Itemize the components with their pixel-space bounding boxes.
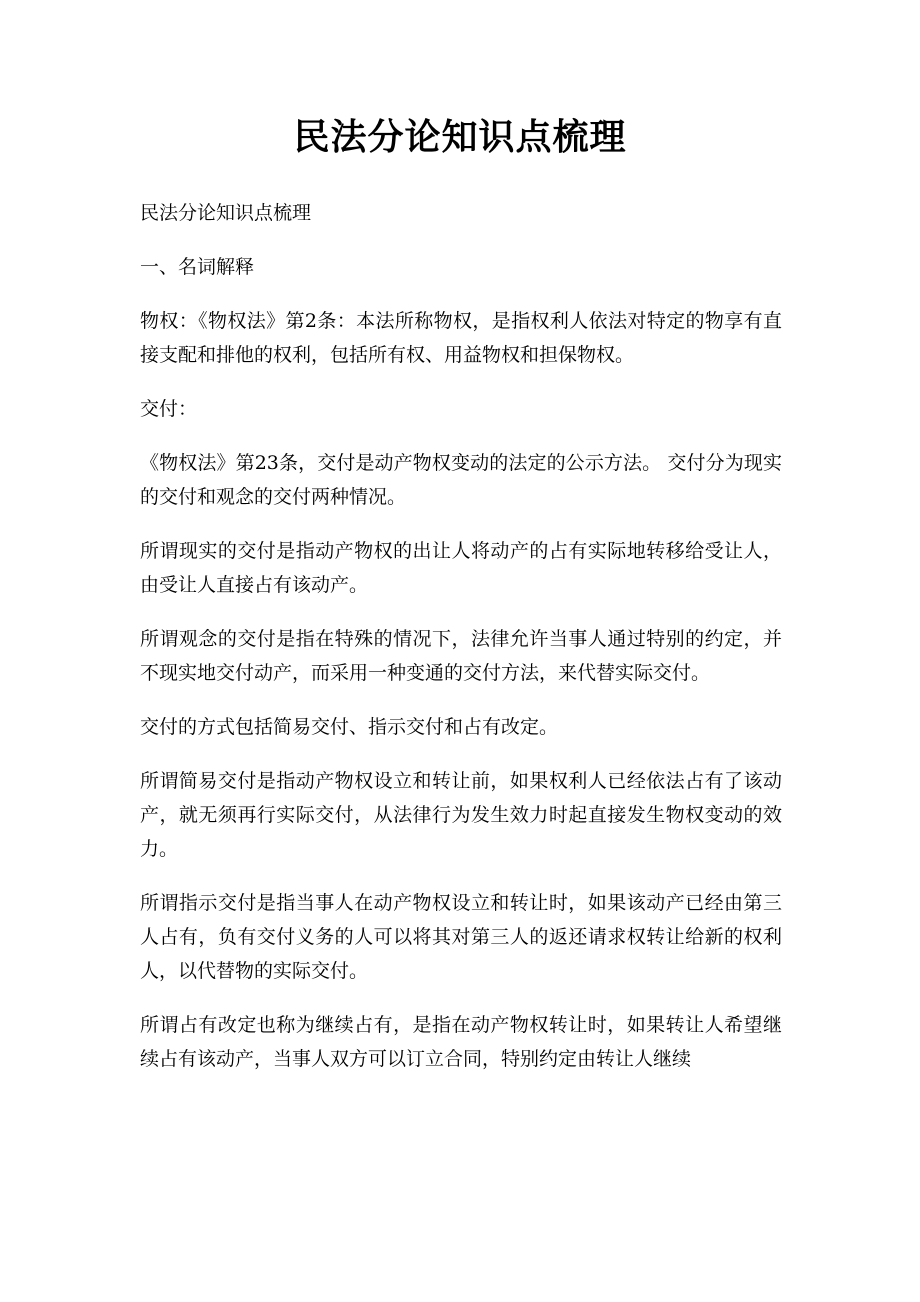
paragraph-constructive-delivery: 所谓观念的交付是指在特殊的情况下，法律允许当事人通过特别的约定，并不现实地交付动产，而采用一种变通的交付方法，来代替实际交付。 [140,628,782,684]
paragraph-delivery-methods: 交付的方式包括简易交付、指示交付和占有改定。 [140,716,559,738]
paragraph-subtitle: 民法分论知识点梳理 [140,202,312,224]
paragraph-property-right-definition: 物权：《物权法》第2条：本法所称物权，是指权利人依法对特定的物享有直接支配和排他的权利，包括所有权、用益物权和担保物权。 [140,310,782,366]
document-body [140,196,782,1096]
paragraph-delivery-heading: 交付： [140,398,198,420]
document-title: 民法分论知识点梳理 [293,116,627,158]
paragraph-possession-change: 所谓占有改定也称为继续占有，是指在动产物权转让时，如果转让人希望继续占有该动产，当事人双方可以订立合同，特别约定由转让人继续 [140,1014,782,1070]
paragraph-section-heading: 一、名词解释 [140,256,255,278]
paragraph-simple-delivery: 所谓简易交付是指动产物权设立和转让前，如果权利人已经依法占有了该动产，就无须再行实际交付，从法律行为发生效力时起直接发生物权变动的效力。 [140,770,782,860]
paragraph-indicated-delivery: 所谓指示交付是指当事人在动产物权设立和转让时，如果该动产已经由第三人占有，负有交付义务的人可以将其对第三人的返还请求权转让给新的权利人，以代替物的实际交付。 [140,892,782,982]
paragraph-actual-delivery: 所谓现实的交付是指动产物权的出让人将动产的占有实际地转移给受让人，由受让人直接占有该动产。 [140,540,782,596]
paragraph-delivery-definition: 《物权法》第23条，交付是动产物权变动的法定的公示方法。 交付分为现实的交付和观念的交付两种情况。 [140,452,782,508]
